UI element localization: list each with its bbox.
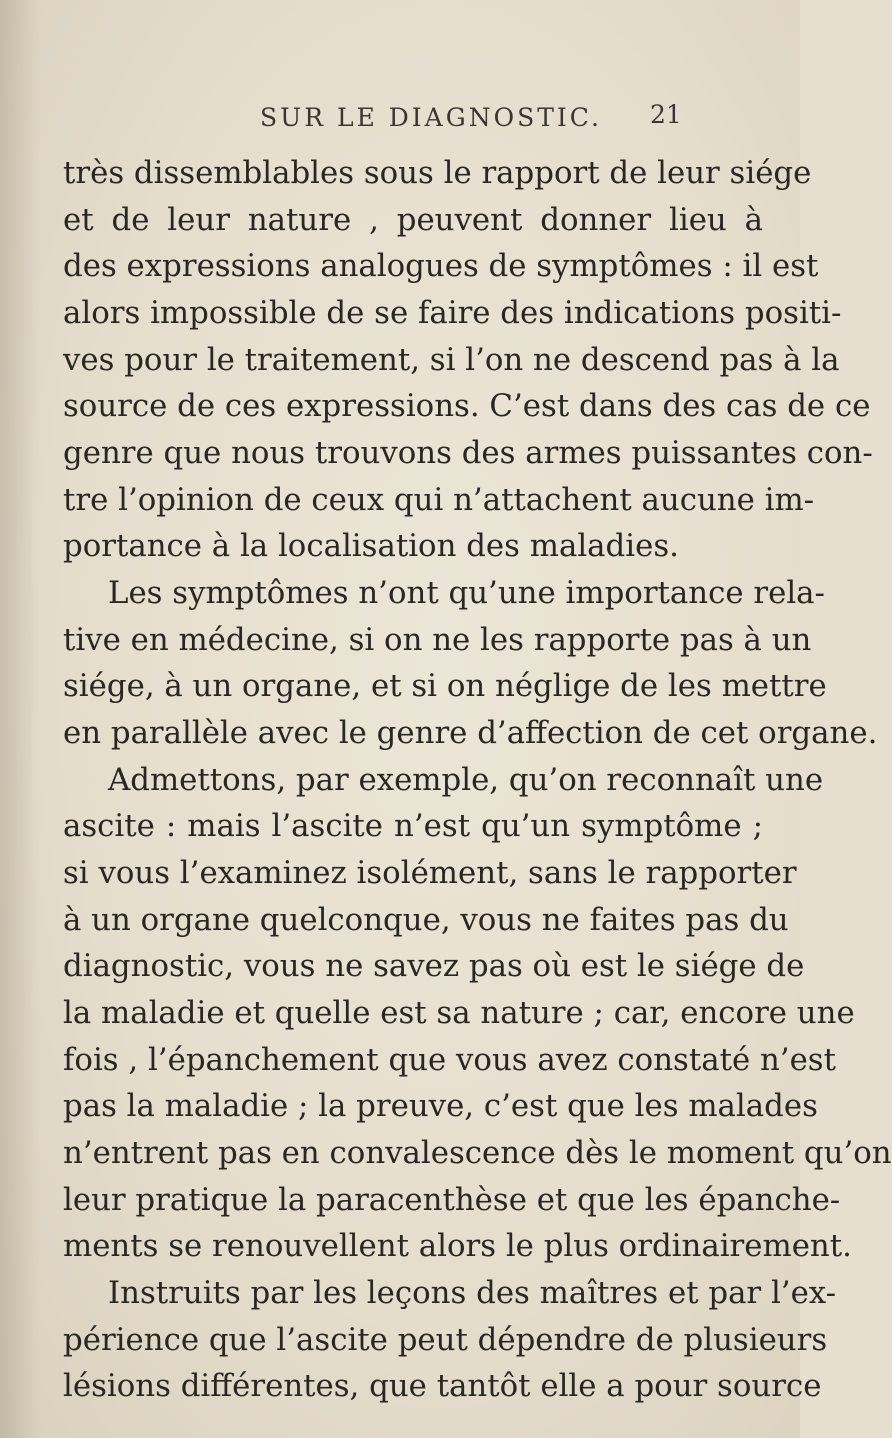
page-number: 21 — [650, 100, 682, 129]
text-line: tive en médecine, si on ne les rapporte pas à un — [63, 622, 812, 658]
text-line: ves pour le traitement, si l’on ne descend pas à la — [63, 342, 840, 378]
text-line: pas la maladie ; la preuve, c’est que les malades — [63, 1088, 818, 1124]
text-line: n’entrent pas en convalescence dès le moment qu’on — [63, 1135, 892, 1171]
text-line: fois , l’épanchement que vous avez constaté n’est — [63, 1042, 836, 1078]
text-line: et de leur nature , peuvent donner lieu à — [63, 202, 763, 238]
text-line: très dissemblables sous le rapport de leur siége — [63, 155, 812, 191]
paragraph-start-line: Les symptômes n’ont qu’une importance rela- — [108, 575, 825, 611]
paragraph-start-line: Admettons, par exemple, qu’on reconnaît une — [108, 762, 824, 798]
text-line: si vous l’examinez isolément, sans le rapporter — [63, 855, 797, 891]
running-header: SUR LE DIAGNOSTIC. — [260, 103, 602, 132]
text-line: tre l’opinion de ceux qui n’attachent aucune im- — [63, 482, 815, 518]
text-line: lésions différentes, que tantôt elle a pour source — [63, 1368, 822, 1404]
text-line: ments se renouvellent alors le plus ordinairement. — [63, 1228, 852, 1264]
text-line: périence que l’ascite peut dépendre de plusieurs — [63, 1322, 828, 1358]
page-gutter-shadow — [0, 0, 40, 1438]
text-line: diagnostic, vous ne savez pas où est le siége de — [63, 948, 805, 984]
text-line: genre que nous trouvons des armes puissantes con- — [63, 435, 873, 471]
text-line: la maladie et quelle est sa nature ; car, encore une — [63, 995, 855, 1031]
text-line: leur pratique la paracenthèse et que les épanche- — [63, 1182, 841, 1218]
text-line: alors impossible de se faire des indications positi- — [63, 295, 842, 331]
text-line: portance à la localisation des maladies. — [63, 528, 679, 564]
text-line: des expressions analogues de symptômes : il est — [63, 248, 819, 284]
text-line: en parallèle avec le genre d’affection de cet organe. — [63, 715, 878, 751]
text-line: siége, à un organe, et si on néglige de les mettre — [63, 668, 827, 704]
text-line: source de ces expressions. C’est dans des cas de ce — [63, 388, 871, 424]
text-line: à un organe quelconque, vous ne faites pas du — [63, 902, 789, 938]
paragraph-start-line: Instruits par les leçons des maîtres et par l’ex- — [108, 1275, 837, 1311]
text-line: ascite : mais l’ascite n’est qu’un symptôme ; — [63, 808, 763, 844]
